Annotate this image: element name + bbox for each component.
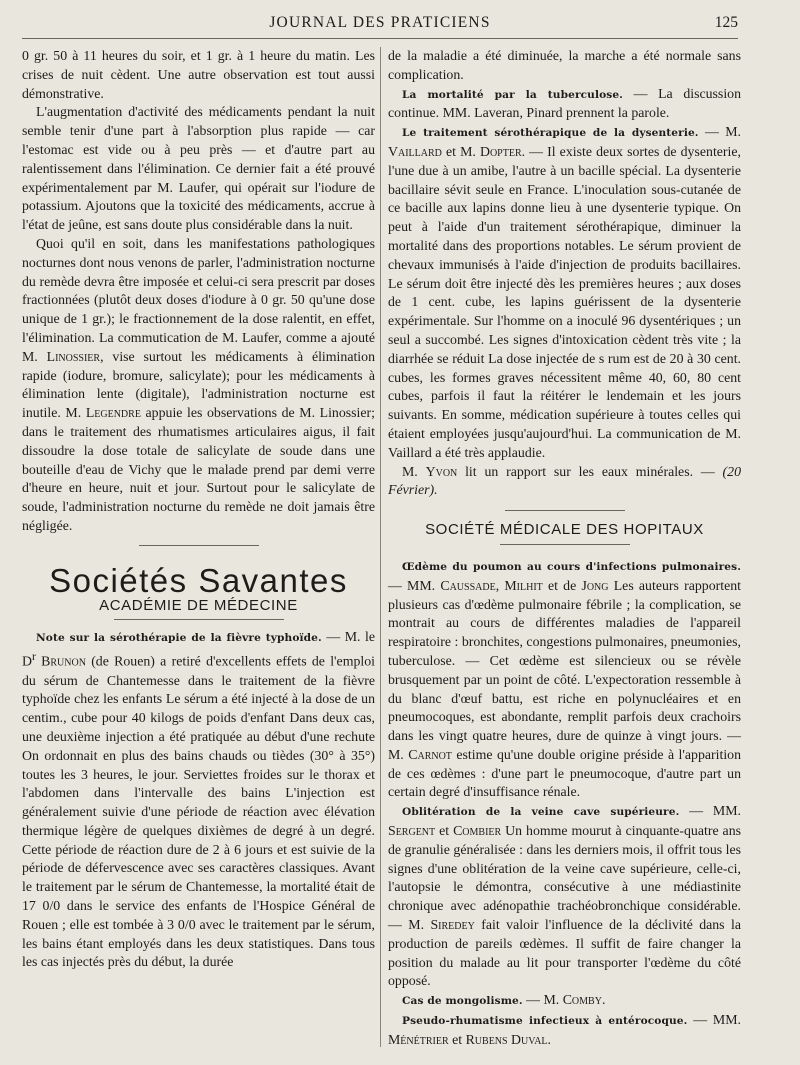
- society-heading: SOCIÉTÉ MÉDICALE DES HOPITAUX: [425, 521, 704, 539]
- text-span: — MM.: [687, 1012, 741, 1028]
- author-name: Combier: [453, 823, 502, 839]
- section-title: Sociétés Savantes: [49, 561, 348, 599]
- paragraph: 0 gr. 50 à 11 heures du soir, et 1 gr. à 1 heure du matin. Les crises de nuit cèdent. Une autre observation est tout aussi démonstrative.: [22, 48, 375, 101]
- article-rubric: Note sur la sérothérapie de la fièvre typhoïde.: [36, 632, 322, 645]
- author-name: Legendre: [85, 405, 141, 421]
- society-heading: ACADÉMIE DE MÉDECINE: [99, 596, 298, 614]
- author-name: Sergent: [388, 823, 436, 839]
- text-span: estime qu'une double origine préside à l'apparition de ces œdèmes : d'une part le pneumocoque, d'autre part un certain degré d'insuffisance rénale.: [388, 746, 742, 800]
- column-rule: [380, 47, 381, 1047]
- text-span: (de Rouen) a retiré d'excellents effets de l'emploi du sérum de Chantemesse dans le traitement de la fièvre typhoïde chez les enfants Le sérum a été injecté à la dose de un centim., cube pour 40 kilogs de poids d'enfant Dans deux cas, une deuxième injection a été pratiquée au début d'une rechute On ordonnait en plus des bains chauds ou tièdes (30° à 35°) toutes les 3 heures, le jour. Serviettes froides sur le thorax et l'abdomen dans l'intervalle des bains L'injection est généralement suivie d'une période de réaction avec élévation thermique légère de quelques dixièmes de degré à un degré. Cette période de réaction dure de 2 à 6 jours et est suivie de la période de défervescence avec ses caractères classiques. Avant le traitement par le sérum de Chantemesse, la mortalité était de 17 0/0 dans le service des enfants de l'Hospice Général de Rouen ; elle est tombée à 3 0/0 avec le traitement par le sérum, les bains étant employés dans les deux statistiques. Dans tous les cas injectés près du début, la durée: [22, 653, 375, 970]
- divider: [139, 545, 259, 546]
- journal-title: JOURNAL DES PRATICIENS: [269, 14, 491, 31]
- divider: [505, 510, 625, 511]
- text-span: — MM.: [388, 577, 441, 593]
- page-number: 125: [714, 14, 738, 31]
- article-entry: [388, 991, 741, 1011]
- article-entry: [22, 628, 375, 972]
- article-entry: [388, 802, 741, 991]
- text-span: — M.: [698, 124, 741, 140]
- text-span: — M.: [522, 992, 563, 1008]
- article-rubric: Oblitération de la veine cave supérieure.: [402, 806, 680, 819]
- text-span: M.: [402, 463, 426, 479]
- article-rubric: Pseudo-rhumatisme infectieux à entérocoque.: [402, 1015, 688, 1028]
- article-rubric: Le traitement sérothérapique de la dysenterie.: [402, 127, 699, 140]
- author-name: Jong: [581, 577, 609, 593]
- text-span: Un homme mourut à cinquante-quatre ans de granulie généralisée : dans les derniers mois, il offrit tous les signes d'une oblitération de la veine cave supérieure, celle-ci, l'autopsie le démontra, consécutive à une médiastinite chronique avec adénopathie trachéobronchique considérable. — M.: [388, 823, 742, 933]
- text-span: appuie les observations de M. Linossier; dans le traitement des rhumatismes articulaires aigus, il fait dissoudre la dose totale de salicylate de soude dans une bouteille d'eau de Vichy que le malade prend par demi verre d'heure en heure, nuit et jour. Surtout pour le salicylate de soude, l'administration nocturne du remède ne doit jamais être négligée.: [22, 405, 375, 533]
- article-entry: [388, 557, 741, 802]
- text-span: Quoi qu'il en soit, dans les manifestations pathologiques nocturnes dont nous venons de parler, l'administration nocturne du remède devra être imposée et celui-ci sera prescrit par doses fractionnées (plutôt deux doses d'iodure à 0 gr. 50 qu'une dose unique de 1 gr.); le fractionnement de la dose ralentit, en effet, l'élimination. La commutication de M. Laufer, comme a ajouté M.: [22, 235, 375, 364]
- text-span: fait valoir l'influence de la déclivité dans la production de pareils œdèmes. Il suffit de faire changer la position du malade au lit pour transporter l'œdème du côté opposé.: [388, 917, 741, 989]
- running-header: [22, 8, 738, 39]
- author-name: Comby: [562, 992, 602, 1008]
- text-span: Les auteurs rapportent plusieurs cas d'œdème pulmonaire fébrile ; la complication, se montrait au cours de différentes maladies de l'appareil respiratoire : bronchites, congestions pulmonaires, pneumonies, tuberculose. — Cet œdème est silencieux ou se révèle brusquement par un point de côté. L'expectoration ressemble à du blanc d'œuf battu, est riche en polynucléaires et en pneumocoques, est abondante, remplit parfois deux crachoirs dans les vingt quatre heures, dure de quinze à vingt jours. — M.: [388, 577, 741, 762]
- paragraph: L'augmentation d'activité des médicaments pendant la nuit semble tenir d'une part à l'absorption plus rapide — car l'estomac est vide ou à peu près — et d'autre part au ralentissement dans l'élimination. Ce dernier fait a été prouvé expérimentalement par M. Laufer, qui opérait sur l'iodure de potassium. Ajoutons que la toxicité des médicaments, accrue à l'état de jeûne, est sans doute plus considérable dans la nuit.: [22, 104, 375, 233]
- text-span: , vise surtout les médicaments à élimination rapide (iodure, bromure, salicylate); pour les médicaments à élimination lente (digitale), l'administration nocturne est inutile. M.: [22, 348, 375, 421]
- author-name: Siredey: [430, 917, 475, 933]
- text-span: et: [448, 1031, 466, 1047]
- paragraph: de la maladie a été diminuée, la marche a été normale sans complication.: [388, 48, 741, 82]
- text-span: — MM.: [679, 803, 741, 819]
- article-rubric: Œdème du poumon au cours d'infections pulmonaires.: [402, 560, 741, 573]
- text-span: . — Il existe deux sortes de dysenterie, l'une due à un amibe, l'autre à un bacille spécial. La dysenterie bacillaire sévit seule en France. L'inoculation sous-cutanée de ce bacille aux lapins donne lieu à une dysenterie typique. On peut à l'aide d'un traitement sérothérapique, diminuer la mortalité dans des proportions notables. Le sérum provient de chevaux immunisés à l'aide d'injection de produits bacillaires. Le sérum doit être injecté dès les premières heures ; aux doses de 1 cent. cube, les lapins guérissent de la dysenterie expérimentale. Sur l'homme on a inoculé 96 dysentériques ; un seul a succombé. Les signes d'intoxication cèdent très vite ; la diarrhée se réduit La dose injectée de s rum est de 20 à 30 cent. cubes, les formes graves nécessitent même 40, 60, 80 cent cubes, parfois il faut la réitérer le lendemain et les jours suivants. En somme, médication supérieure à toutes celles qui étaient employées jusqu'aujourd'hui. La communication de M. Vaillard a été très applaudie.: [388, 143, 741, 460]
- text-span: — M. le D: [22, 629, 375, 669]
- author-name: Dopter: [479, 143, 522, 159]
- article-entry: [388, 1011, 741, 1050]
- text-span: et M.: [441, 143, 480, 159]
- author-name: Yvon: [425, 463, 458, 479]
- superscript: r: [32, 651, 36, 664]
- divider: [114, 619, 284, 620]
- article-rubric: Cas de mongolisme.: [402, 995, 523, 1008]
- text-span: lit un rapport sur les eaux minérales. —: [457, 463, 723, 479]
- left-column: [22, 47, 375, 972]
- text-span: et: [435, 823, 454, 839]
- article-entry: [388, 463, 741, 501]
- text-span: .: [601, 992, 606, 1008]
- session-date: (20 Février).: [388, 463, 741, 498]
- author-name: Carnot: [408, 746, 452, 762]
- author-name: Linossier: [46, 348, 101, 364]
- article-entry: [388, 123, 741, 462]
- article-entry: [388, 85, 741, 124]
- paragraph: [22, 235, 375, 536]
- author-name: Ménétrier: [388, 1031, 449, 1047]
- author-name: Brunon: [41, 653, 86, 669]
- text-span: .: [547, 1031, 551, 1047]
- author-name: Vaillard: [388, 143, 442, 159]
- author-name: Rubens Duval: [465, 1031, 548, 1047]
- divider: [500, 544, 630, 545]
- right-column: [388, 47, 741, 1050]
- text-span: et de: [542, 577, 582, 593]
- author-name: Caussade, Milhit: [440, 577, 543, 593]
- text-span: — La discussion continue. MM. Laveran, Pinard prennent la parole.: [388, 85, 742, 121]
- article-rubric: La mortalité par la tuberculose.: [402, 88, 623, 101]
